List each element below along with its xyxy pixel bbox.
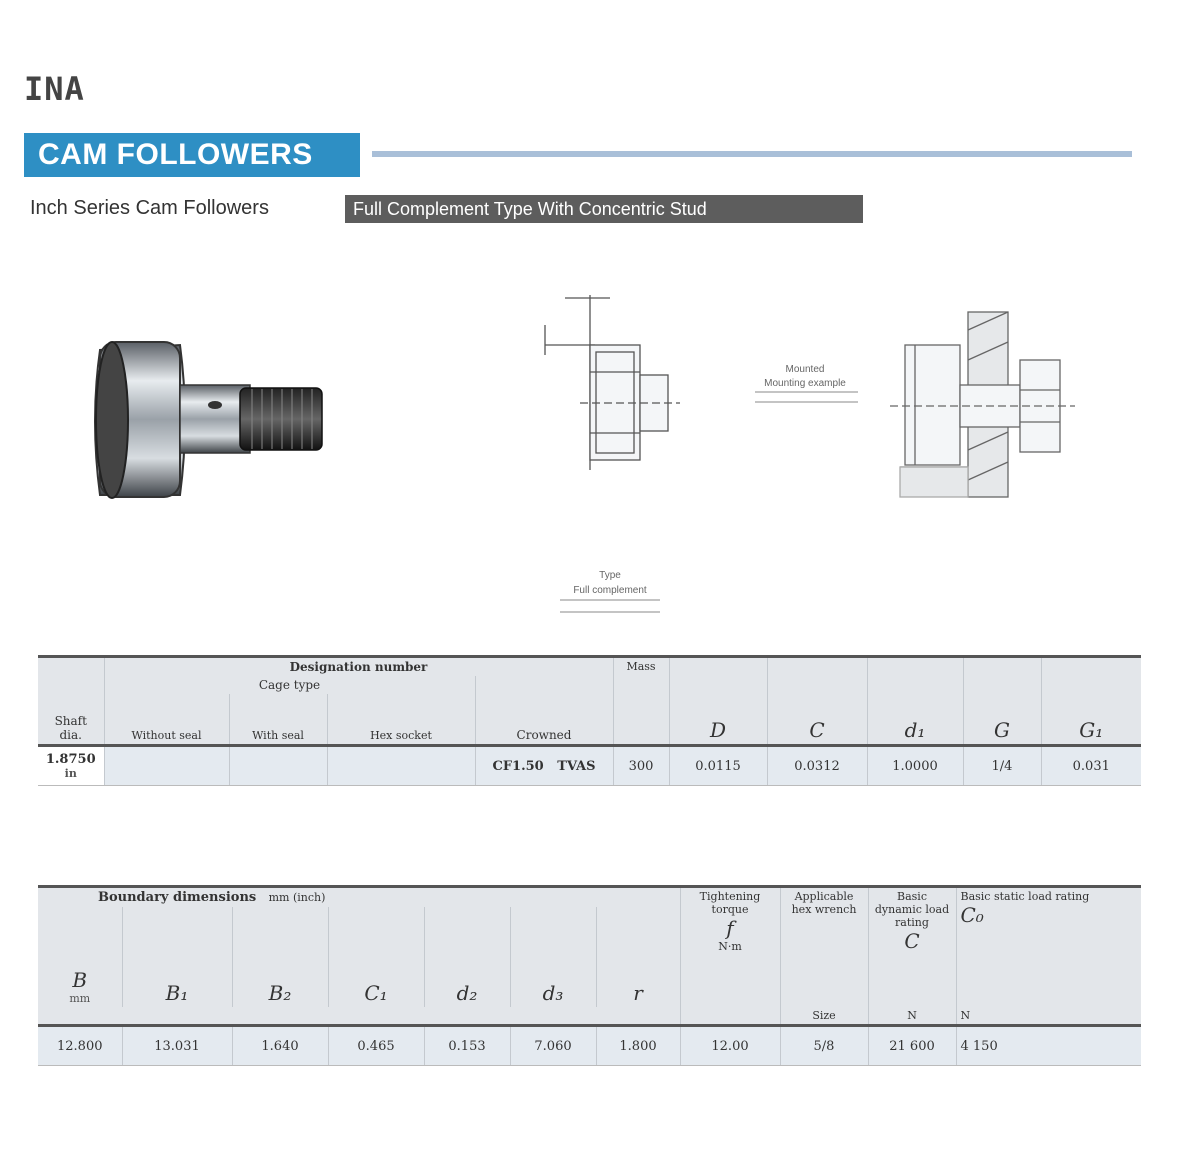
sub-stat-unit: N bbox=[956, 1007, 1141, 1026]
cell-C1: 0.465 bbox=[328, 1026, 424, 1066]
unit-B: mm bbox=[69, 992, 91, 1005]
sym-C-dyn: C bbox=[904, 929, 920, 953]
cell-r: 1.800 bbox=[596, 1026, 680, 1066]
col-d2 bbox=[424, 907, 510, 1007]
cell-hex bbox=[327, 746, 475, 786]
sym-C0: C₀ bbox=[960, 903, 984, 927]
sym-d3: d₃ bbox=[542, 981, 564, 1005]
table-row bbox=[38, 1026, 1141, 1066]
cell-C: 0.0312 bbox=[767, 746, 867, 786]
col-cage: Cage type bbox=[104, 676, 475, 694]
shaft-unit: in bbox=[64, 767, 77, 780]
crowned-suffix: TVAS bbox=[557, 758, 596, 774]
cell-G1: 0.031 bbox=[1041, 746, 1141, 786]
torque-unit: N·m bbox=[718, 940, 742, 953]
col-B1 bbox=[122, 907, 232, 1007]
cell-with-seal bbox=[229, 746, 327, 786]
sym-B2: B₂ bbox=[268, 981, 292, 1005]
stat-title: Basic static load rating bbox=[960, 890, 1090, 903]
sym-C: C bbox=[809, 718, 825, 742]
cell-f: 12.00 bbox=[680, 1026, 780, 1066]
sub-torque bbox=[680, 1007, 780, 1026]
sym-B1: B₁ bbox=[165, 981, 189, 1005]
sym-D: D bbox=[709, 718, 727, 742]
col-torque bbox=[680, 887, 780, 1008]
col-G1 bbox=[1041, 657, 1141, 746]
sym-C1: C₁ bbox=[364, 981, 388, 1005]
type-tag: Full Complement Type With Concentric Stud bbox=[345, 195, 863, 223]
col-dyn bbox=[868, 887, 956, 1008]
mounted-label: Mounted bbox=[785, 364, 825, 375]
series-subtitle: Inch Series Cam Followers bbox=[30, 197, 269, 219]
cell-B: 12.800 bbox=[38, 1026, 122, 1066]
mounted-note: Mounting example bbox=[764, 378, 846, 389]
boundary-title: Boundary dimensions bbox=[98, 890, 257, 905]
col-designation: Designation number bbox=[104, 657, 613, 677]
type-label: Type bbox=[599, 570, 621, 581]
section-drawing bbox=[545, 295, 680, 470]
col-r bbox=[596, 907, 680, 1007]
col-stat bbox=[956, 887, 1141, 1008]
cell-d1: 1.0000 bbox=[867, 746, 963, 786]
col-mass: Mass bbox=[613, 657, 669, 746]
dyn-title: Basic dynamic load rating bbox=[874, 890, 950, 929]
col-C1 bbox=[328, 907, 424, 1007]
type-note: Full complement bbox=[573, 585, 647, 596]
sym-d2: d₂ bbox=[456, 981, 478, 1005]
sym-B: B bbox=[72, 968, 88, 992]
crowned-value: CF1.50 bbox=[492, 758, 544, 774]
applicable-title: Applicable hex wrench bbox=[791, 890, 857, 916]
cell-crowned bbox=[475, 746, 613, 786]
cell-d2: 0.153 bbox=[424, 1026, 510, 1066]
col-d1 bbox=[867, 657, 963, 746]
table-row bbox=[38, 746, 1141, 786]
brand-logo: INA bbox=[24, 70, 85, 108]
spec-table-2 bbox=[38, 885, 1141, 1066]
sub-dyn-unit: N bbox=[868, 1007, 956, 1026]
cell-C-dyn: 21 600 bbox=[868, 1026, 956, 1066]
sym-G: G bbox=[994, 718, 1010, 742]
sym-G1: G₁ bbox=[1079, 718, 1104, 742]
sub-size: Size bbox=[780, 1007, 868, 1026]
cell-C0: 4 150 bbox=[956, 1026, 1141, 1066]
cell-d3: 7.060 bbox=[510, 1026, 596, 1066]
torque-title: Tightening torque bbox=[699, 890, 761, 916]
mounting-drawing bbox=[890, 312, 1075, 497]
cell-G: 1/4 bbox=[963, 746, 1041, 786]
col-B bbox=[38, 907, 122, 1007]
col-boundary bbox=[38, 887, 680, 908]
cell-B1: 13.031 bbox=[122, 1026, 232, 1066]
col-crowned: Crowned bbox=[475, 676, 613, 746]
cell-shaft bbox=[38, 746, 104, 786]
col-D bbox=[669, 657, 767, 746]
sub-hex: Hex socket bbox=[327, 694, 475, 746]
boundary-unit: mm (inch) bbox=[268, 891, 326, 904]
cell-B2: 1.640 bbox=[232, 1026, 328, 1066]
col-B2 bbox=[232, 907, 328, 1007]
sym-d1: d₁ bbox=[904, 718, 926, 742]
cell-without-seal bbox=[104, 746, 229, 786]
sym-r: r bbox=[633, 981, 643, 1005]
col-G bbox=[963, 657, 1041, 746]
spec-table-1 bbox=[38, 655, 1141, 786]
col-d3 bbox=[510, 907, 596, 1007]
cell-mass: 300 bbox=[613, 746, 669, 786]
sym-f: f bbox=[726, 916, 734, 940]
shaft-value: 1.8750 bbox=[45, 752, 96, 767]
sub-with-seal: With seal bbox=[229, 694, 327, 746]
cell-size: 5/8 bbox=[780, 1026, 868, 1066]
sub-without-seal: Without seal bbox=[104, 694, 229, 746]
col-shaft: Shaft dia. bbox=[38, 657, 104, 746]
col-applicable bbox=[780, 887, 868, 1008]
page-title: CAM FOLLOWERS bbox=[24, 133, 360, 177]
col-C bbox=[767, 657, 867, 746]
cam-follower-photo bbox=[95, 342, 322, 498]
cell-D: 0.0115 bbox=[669, 746, 767, 786]
